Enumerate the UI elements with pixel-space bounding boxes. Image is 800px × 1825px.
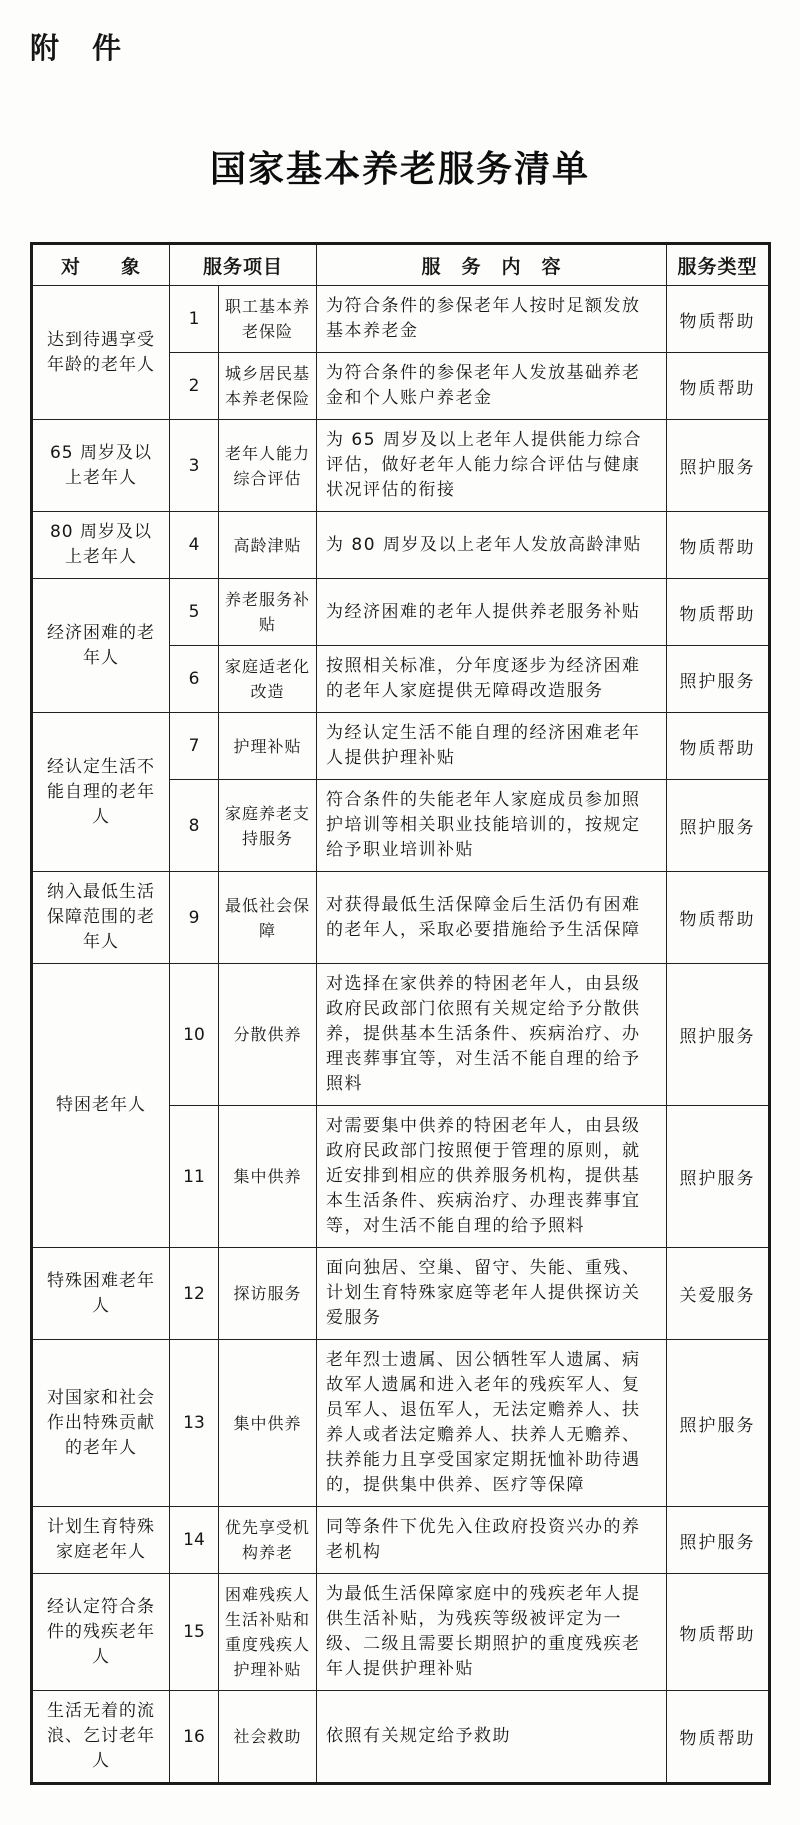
service-content-cell: 为 65 周岁及以上老年人提供能力综合评估，做好老年人能力综合评估与健康状况评估的衔接: [317, 420, 667, 512]
service-item-cell: 护理补贴: [219, 713, 317, 780]
service-type-cell: 照护服务: [667, 1507, 770, 1574]
target-cell: 经认定生活不能自理的老年人: [32, 713, 170, 872]
row-number-cell: 12: [170, 1248, 219, 1340]
row-number-cell: 5: [170, 579, 219, 646]
service-content-cell: 老年烈士遗属、因公牺牲军人遗属、病故军人遗属和进入老年的残疾军人、复员军人、退伍军人，无法定赡养人、扶养人或者法定赡养人、扶养人无赡养、扶养能力且享受国家定期抚恤补助待遇的，提供集中供养、医疗等保障: [317, 1340, 667, 1507]
service-item-cell: 集中供养: [219, 1340, 317, 1507]
service-content-cell: 为经济困难的老年人提供养老服务补贴: [317, 579, 667, 646]
service-type-cell: 照护服务: [667, 780, 770, 872]
table-row: [32, 286, 770, 353]
table-row: [32, 512, 770, 579]
service-table: [30, 242, 771, 1785]
service-content-cell: 面向独居、空巢、留守、失能、重残、计划生育特殊家庭等老年人提供探访关爱服务: [317, 1248, 667, 1340]
service-type-cell: 物质帮助: [667, 1574, 770, 1691]
service-item-cell: 家庭养老支持服务: [219, 780, 317, 872]
service-type-cell: 物质帮助: [667, 1691, 770, 1784]
service-content-cell: 为 80 周岁及以上老年人发放高龄津贴: [317, 512, 667, 579]
service-content-cell: 按照相关标准，分年度逐步为经济困难的老年人家庭提供无障碍改造服务: [317, 646, 667, 713]
service-type-cell: 物质帮助: [667, 713, 770, 780]
service-type-cell: 物质帮助: [667, 286, 770, 353]
table-row: [32, 872, 770, 964]
table-row: [32, 1340, 770, 1507]
target-cell: 经济困难的老年人: [32, 579, 170, 713]
target-cell: 80 周岁及以上老年人: [32, 512, 170, 579]
target-cell: 经认定符合条件的残疾老年人: [32, 1574, 170, 1691]
service-item-cell: 社会救助: [219, 1691, 317, 1784]
row-number-cell: 13: [170, 1340, 219, 1507]
target-cell: 生活无着的流浪、乞讨老年人: [32, 1691, 170, 1784]
service-type-cell: 物质帮助: [667, 579, 770, 646]
service-item-cell: 困难残疾人生活补贴和重度残疾人护理补贴: [219, 1574, 317, 1691]
row-number-cell: 10: [170, 964, 219, 1106]
service-content-cell: 符合条件的失能老年人家庭成员参加照护培训等相关职业技能培训的，按规定给予职业培训补贴: [317, 780, 667, 872]
table-row: [32, 1574, 770, 1691]
service-item-cell: 家庭适老化改造: [219, 646, 317, 713]
row-number-cell: 11: [170, 1106, 219, 1248]
header-target: 对 象: [32, 244, 170, 286]
service-content-cell: 对获得最低生活保障金后生活仍有困难的老年人，采取必要措施给予生活保障: [317, 872, 667, 964]
service-type-cell: 物质帮助: [667, 512, 770, 579]
table-row: [32, 1691, 770, 1784]
service-content-cell: 为符合条件的参保老年人按时足额发放基本养老金: [317, 286, 667, 353]
service-type-cell: 照护服务: [667, 420, 770, 512]
service-type-cell: 照护服务: [667, 646, 770, 713]
target-cell: 计划生育特殊家庭老年人: [32, 1507, 170, 1574]
service-item-cell: 分散供养: [219, 964, 317, 1106]
target-cell: 达到待遇享受年龄的老年人: [32, 286, 170, 420]
service-item-cell: 探访服务: [219, 1248, 317, 1340]
service-type-cell: 关爱服务: [667, 1248, 770, 1340]
service-content-cell: 对选择在家供养的特困老年人，由县级政府民政部门依照有关规定给予分散供养，提供基本生活条件、疾病治疗、办理丧葬事宜等，对生活不能自理的给予照料: [317, 964, 667, 1106]
service-item-cell: 优先享受机构养老: [219, 1507, 317, 1574]
target-cell: 特困老年人: [32, 964, 170, 1248]
row-number-cell: 8: [170, 780, 219, 872]
service-content-cell: 为最低生活保障家庭中的残疾老年人提供生活补贴，为残疾等级被评定为一级、二级且需要长期照护的重度残疾老年人提供护理补贴: [317, 1574, 667, 1691]
table-row: [32, 420, 770, 512]
service-item-cell: 职工基本养老保险: [219, 286, 317, 353]
row-number-cell: 7: [170, 713, 219, 780]
table-row: [32, 1248, 770, 1340]
service-content-cell: 为符合条件的参保老年人发放基础养老金和个人账户养老金: [317, 353, 667, 420]
service-content-cell: 依照有关规定给予救助: [317, 1691, 667, 1784]
page-title: 国家基本养老服务清单: [209, 148, 590, 190]
service-content-cell: 对需要集中供养的特困老年人，由县级政府民政部门按照便于管理的原则，就近安排到相应的供养服务机构，提供基本生活条件、疾病治疗、办理丧葬事宜等，对生活不能自理的给予照料: [317, 1106, 667, 1248]
service-item-cell: 城乡居民基本养老保险: [219, 353, 317, 420]
target-cell: 特殊困难老年人: [32, 1248, 170, 1340]
service-content-cell: 同等条件下优先入住政府投资兴办的养老机构: [317, 1507, 667, 1574]
row-number-cell: 14: [170, 1507, 219, 1574]
service-item-cell: 养老服务补贴: [219, 579, 317, 646]
row-number-cell: 6: [170, 646, 219, 713]
header-type: 服务类型: [667, 244, 770, 286]
row-number-cell: 3: [170, 420, 219, 512]
row-number-cell: 15: [170, 1574, 219, 1691]
row-number-cell: 1: [170, 286, 219, 353]
table-row: [32, 713, 770, 780]
service-type-cell: 物质帮助: [667, 872, 770, 964]
service-content-cell: 为经认定生活不能自理的经济困难老年人提供护理补贴: [317, 713, 667, 780]
service-type-cell: 物质帮助: [667, 353, 770, 420]
target-cell: 65 周岁及以上老年人: [32, 420, 170, 512]
header-item: 服务项目: [170, 244, 317, 286]
table-row: [32, 579, 770, 646]
service-type-cell: 照护服务: [667, 1340, 770, 1507]
attachment-label: 附 件: [30, 31, 124, 65]
row-number-cell: 16: [170, 1691, 219, 1784]
table-row: [32, 1507, 770, 1574]
service-item-cell: 高龄津贴: [219, 512, 317, 579]
row-number-cell: 9: [170, 872, 219, 964]
header-content: 服 务 内 容: [317, 244, 667, 286]
target-cell: 纳入最低生活保障范围的老年人: [32, 872, 170, 964]
table-header-row: [32, 244, 770, 286]
table-row: [32, 964, 770, 1106]
service-item-cell: 最低社会保障: [219, 872, 317, 964]
service-item-cell: 集中供养: [219, 1106, 317, 1248]
service-type-cell: 照护服务: [667, 1106, 770, 1248]
target-cell: 对国家和社会作出特殊贡献的老年人: [32, 1340, 170, 1507]
service-type-cell: 照护服务: [667, 964, 770, 1106]
row-number-cell: 2: [170, 353, 219, 420]
row-number-cell: 4: [170, 512, 219, 579]
service-item-cell: 老年人能力综合评估: [219, 420, 317, 512]
